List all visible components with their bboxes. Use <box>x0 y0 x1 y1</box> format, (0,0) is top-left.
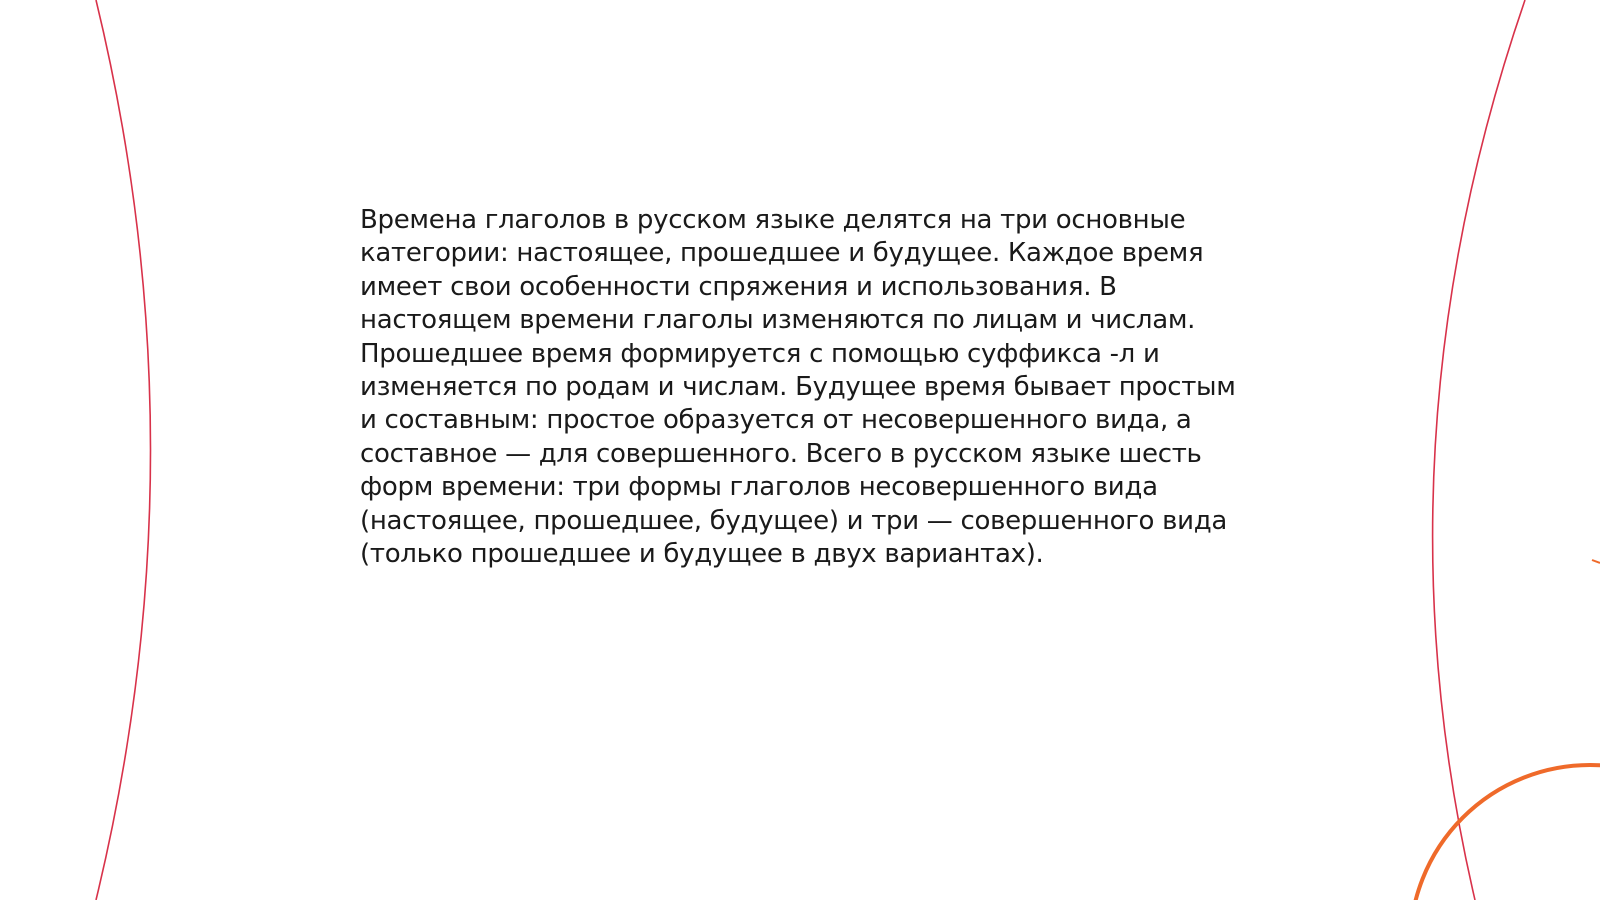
right-curve-line <box>1433 0 1525 900</box>
slide-paragraph: Времена глаголов в русском языке делятся на три основные категории: настоящее, прошедшее и будущее. Каждое время имеет свои особенности спряжения и использования. В настоящем времени глаголы изменяются по лицам и числам. Прошедшее время формируется с помощью суффикса -л и изменяется по родам и числам. Будущее время бывает простым и составным: простое образуется от несовершенного вида, а составное — для совершенного. Всего в русском языке шесть форм времени: три формы глаголов несовершенного вида (настоящее, прошедшее, будущее) и три — совершенного вида (только прошедшее и будущее в двух вариантах). <box>360 205 1236 570</box>
accent-tick <box>1592 560 1600 563</box>
left-curve-line <box>96 0 151 900</box>
accent-circle-arc <box>1410 765 1600 900</box>
